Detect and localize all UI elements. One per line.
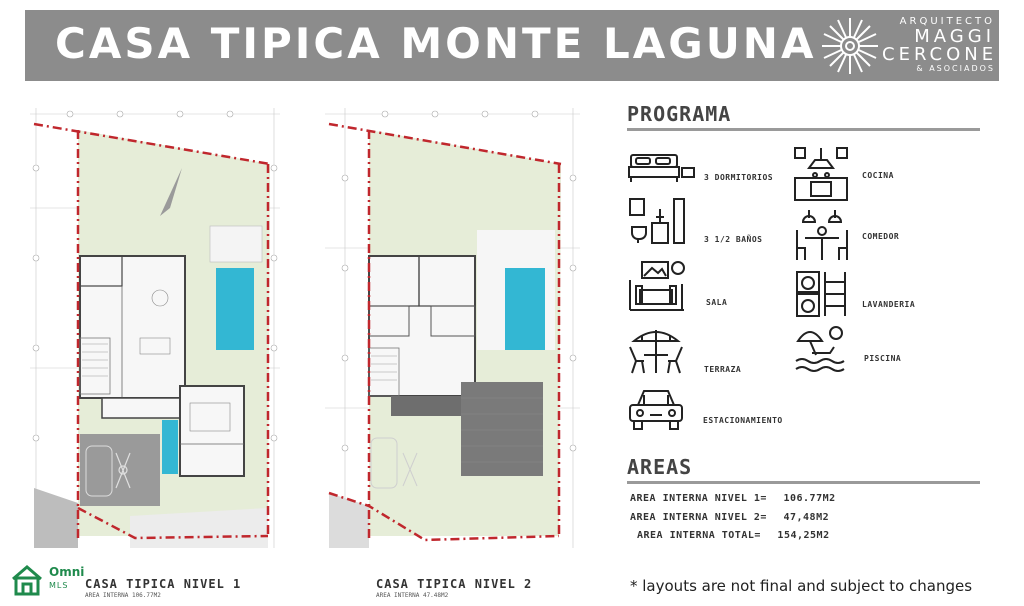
plan-subtitle-level-2: AREA INTERNA 47.48M2 (376, 592, 449, 599)
car-icon (628, 387, 684, 431)
programa-divider (627, 128, 980, 131)
terrace-icon (628, 327, 684, 375)
program-label-banos: 3 1/2 BAÑOS (704, 235, 763, 244)
omni-brand: Omni (49, 565, 85, 579)
laundry-icon (795, 270, 847, 318)
logo-line-1: ARQUITECTO (899, 16, 995, 27)
program-label-cocina: COCINA (862, 171, 894, 180)
house-logo-icon (10, 563, 44, 597)
areas-heading: AREAS (627, 455, 693, 479)
program-label-dormitorios: 3 DORMITORIOS (704, 173, 774, 182)
program-label-lavanderia: LAVANDERIA (862, 300, 916, 309)
living-room-icon (628, 260, 686, 312)
logo-line-2: MAGGI (914, 26, 995, 47)
area-value: 154,25M2 (777, 530, 830, 541)
dining-icon (795, 208, 849, 262)
programa-heading: PROGRAMA (627, 102, 732, 126)
area-row-level-1 (630, 493, 836, 504)
header-banner (25, 10, 999, 81)
area-label: AREA INTERNA NIVEL 1= (630, 493, 767, 504)
area-label: AREA INTERNA TOTAL= (637, 530, 761, 541)
area-row-level-2 (630, 512, 829, 523)
floor-plan-level-1 (30, 108, 280, 558)
architect-logo (820, 16, 998, 76)
disclaimer-note: * layouts are not final and subject to changes (630, 577, 973, 595)
area-row-total (637, 530, 830, 541)
area-value: 47,48M2 (783, 512, 830, 523)
program-label-estacionamiento: ESTACIONAMIENTO (703, 416, 783, 425)
floor-plan-level-2 (325, 108, 580, 558)
bathroom-icon (628, 197, 686, 245)
logo-line-3: CERCONE (882, 44, 998, 65)
area-value: 106.77M2 (783, 493, 836, 504)
program-label-sala: SALA (706, 298, 728, 307)
program-label-piscina: PISCINA (864, 354, 902, 363)
plan-title-level-1: CASA TIPICA NIVEL 1 (85, 577, 242, 591)
kitchen-icon (793, 146, 849, 202)
area-label: AREA INTERNA NIVEL 2= (630, 512, 767, 523)
bedroom-icon (628, 152, 698, 184)
omni-mls-watermark (10, 561, 90, 601)
program-label-terraza: TERRAZA (704, 365, 742, 374)
areas-divider (627, 481, 980, 484)
page-title: CASA TIPICA MONTE LAGUNA (55, 19, 817, 68)
plan-title-level-2: CASA TIPICA NIVEL 2 (376, 577, 533, 591)
program-label-comedor: COMEDOR (862, 232, 900, 241)
logo-line-4: & ASOCIADOS (916, 64, 995, 73)
pool-icon (794, 323, 846, 375)
omni-sub: MLS (49, 581, 69, 590)
plan-subtitle-level-1: AREA INTERNA 106.77M2 (85, 592, 161, 599)
star-emblem-icon (820, 16, 880, 76)
